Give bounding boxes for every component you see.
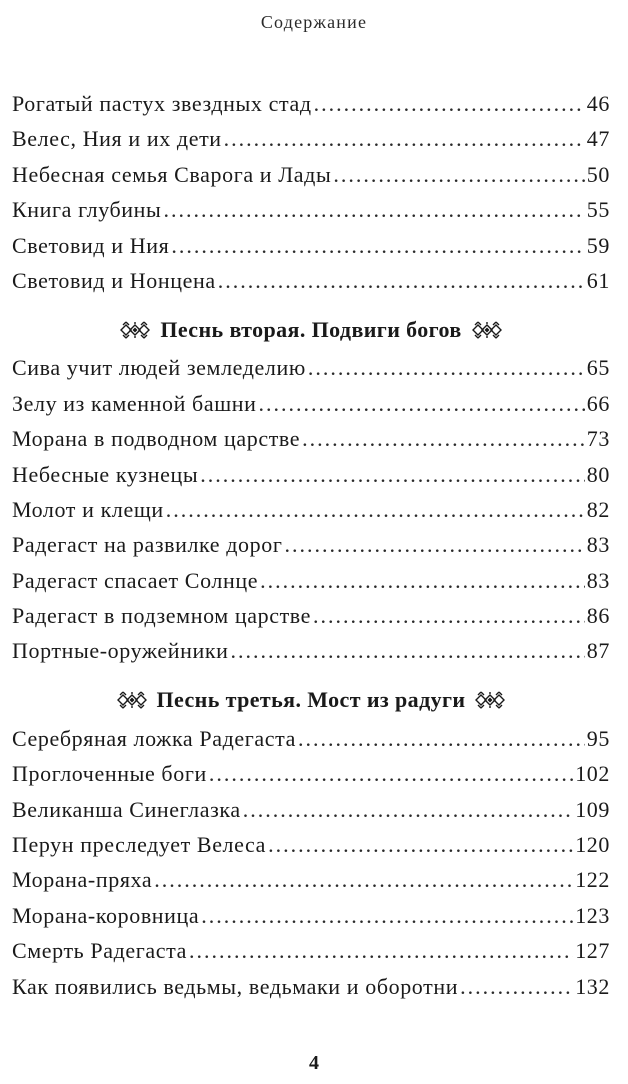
toc-entry: [12, 933, 610, 968]
dot-leader: [314, 86, 585, 121]
toc-entry-title: Морана в подводном царстве: [12, 426, 301, 452]
diamond-lattice-ornament-icon: [117, 691, 147, 709]
dot-leader: [259, 386, 585, 421]
section-heading-2: [12, 312, 610, 347]
toc-entry: [12, 421, 610, 456]
dot-leader: [243, 792, 573, 827]
toc-entry-title: Молот и клещи: [12, 496, 164, 522]
dot-leader: [201, 898, 573, 933]
toc-entry-page: 109: [575, 796, 610, 822]
toc-entry-title: Небесные кузнецы: [12, 461, 199, 487]
toc-entry-page: 83: [586, 532, 610, 558]
toc-entry-page: 47: [586, 126, 610, 152]
toc-entry: [12, 386, 610, 421]
dot-leader: [460, 969, 573, 1004]
toc-entry-title: Серебряная ложка Радегаста: [12, 725, 296, 751]
toc-entry-title: Световид и Нонцена: [12, 267, 216, 293]
toc-entry-title: Как появились ведьмы, ведьмаки и оборотни: [12, 973, 459, 999]
toc-entry: [12, 157, 610, 192]
dot-leader: [166, 492, 585, 527]
diamond-lattice-ornament-icon: [475, 691, 505, 709]
dot-leader: [333, 157, 584, 192]
toc-entry-page: 120: [575, 832, 610, 858]
dot-leader: [200, 457, 585, 492]
dot-leader: [298, 721, 585, 756]
toc-entry-title: Зелу из каменной башни: [12, 390, 257, 416]
section-heading-3: [12, 683, 610, 718]
toc-entry: [12, 527, 610, 562]
dot-leader: [224, 121, 585, 156]
toc-entry-page: 59: [586, 232, 610, 258]
toc-entry-page: 132: [575, 973, 610, 999]
toc-entry-page: 86: [586, 603, 610, 629]
table-of-contents: [12, 86, 610, 1004]
toc-entry: [12, 721, 610, 756]
toc-entry: [12, 633, 610, 668]
dot-leader: [313, 598, 585, 633]
toc-entry-page: 95: [586, 725, 610, 751]
toc-entry: [12, 598, 610, 633]
toc-entry-page: 122: [575, 867, 610, 893]
page-number: 4: [309, 1052, 319, 1074]
toc-group-1: [12, 86, 610, 298]
toc-entry: [12, 792, 610, 827]
dot-leader: [171, 228, 584, 263]
dot-leader: [163, 192, 584, 227]
toc-entry-title: Перун преследует Велеса: [12, 832, 267, 858]
dot-leader: [284, 527, 584, 562]
dot-leader: [302, 421, 585, 456]
toc-entry-title: Световид и Ния: [12, 232, 170, 258]
toc-entry: [12, 492, 610, 527]
toc-entry-page: 102: [575, 761, 610, 787]
section-title: Песнь третья. Мост из радуги: [156, 687, 466, 713]
toc-entry-title: Проглоченные боги: [12, 761, 207, 787]
toc-entry: [12, 86, 610, 121]
toc-group-2: [12, 350, 610, 669]
toc-entry-page: 80: [586, 461, 610, 487]
dot-leader: [308, 350, 585, 385]
toc-entry-title: Радегаст спасает Солнце: [12, 567, 259, 593]
toc-entry-title: Книга глубины: [12, 197, 162, 223]
toc-entry-title: Велес, Ния и их дети: [12, 126, 222, 152]
toc-entry-title: Сива учит людей земледелию: [12, 355, 306, 381]
toc-entry-title: Радегаст на развилке дорог: [12, 532, 283, 558]
toc-entry-page: 83: [586, 567, 610, 593]
toc-entry: [12, 350, 610, 385]
dot-leader: [218, 263, 585, 298]
dot-leader: [231, 633, 585, 668]
toc-group-3: [12, 721, 610, 1004]
toc-entry-title: Морана-коровница: [12, 902, 200, 928]
toc-entry-title: Небесная семья Сварога и Лады: [12, 161, 332, 187]
toc-entry-page: 123: [575, 902, 610, 928]
toc-entry-title: Портные-оружейники: [12, 638, 229, 664]
toc-entry: [12, 192, 610, 227]
toc-entry-page: 65: [586, 355, 610, 381]
toc-entry-page: 87: [586, 638, 610, 664]
toc-entry-page: 73: [586, 426, 610, 452]
toc-entry: [12, 862, 610, 897]
toc-entry-page: 50: [586, 161, 610, 187]
toc-entry-title: Великанша Синеглазка: [12, 796, 241, 822]
toc-entry-title: Смерть Радегаста: [12, 938, 187, 964]
toc-entry: [12, 263, 610, 298]
toc-entry: [12, 121, 610, 156]
toc-entry: [12, 756, 610, 791]
dot-leader: [268, 827, 573, 862]
diamond-lattice-ornament-icon: [120, 321, 150, 339]
diamond-lattice-ornament-icon: [472, 321, 502, 339]
toc-entry-title: Морана-пряха: [12, 867, 153, 893]
toc-entry: [12, 457, 610, 492]
dot-leader: [260, 563, 585, 598]
toc-entry-title: Рогатый пастух звездных стад: [12, 91, 312, 116]
toc-entry: [12, 563, 610, 598]
toc-entry-page: 127: [575, 938, 610, 964]
toc-entry-page: 46: [586, 91, 610, 116]
section-title: Песнь вторая. Подвиги богов: [160, 316, 462, 342]
toc-entry-page: 66: [586, 390, 610, 416]
dot-leader: [189, 933, 573, 968]
toc-entry: [12, 228, 610, 263]
dot-leader: [154, 862, 573, 897]
toc-entry-page: 82: [586, 496, 610, 522]
toc-entry-page: 61: [586, 267, 610, 293]
running-head: Содержание: [260, 12, 368, 32]
toc-entry: [12, 969, 610, 1004]
toc-entry-title: Радегаст в подземном царстве: [12, 603, 312, 629]
toc-entry: [12, 898, 610, 933]
toc-entry-page: 55: [586, 197, 610, 223]
toc-entry: [12, 827, 610, 862]
dot-leader: [209, 756, 573, 791]
